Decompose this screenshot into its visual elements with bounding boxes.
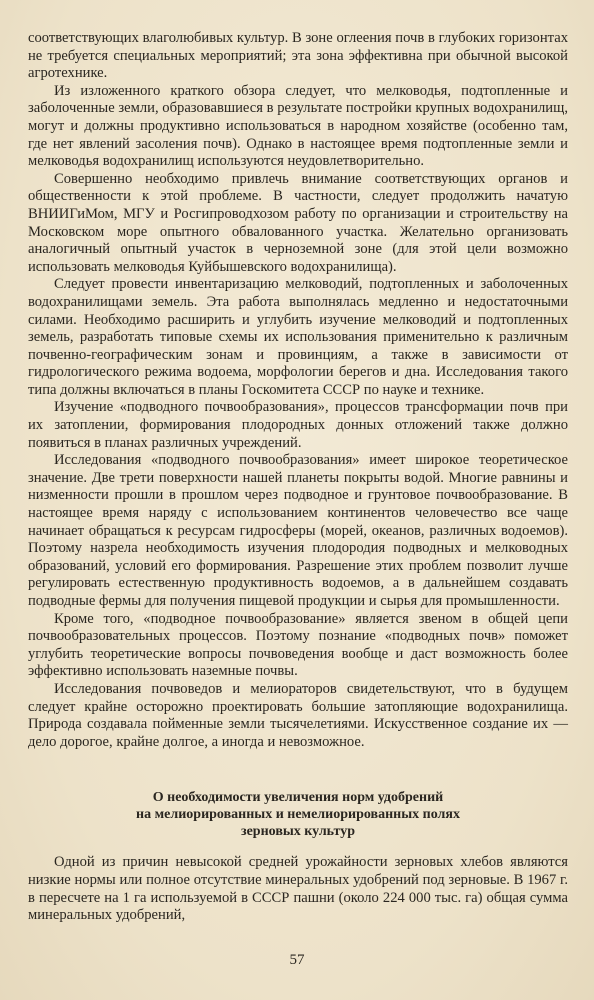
paragraph: Совершенно необходимо привлечь внимание соответствующих органов и общественности к этой проблеме. В частности, следует продолжить начатую ВНИИГиМом, МГУ и Росгипроводхозом работу по организации и строительству на Московском море опытного обвалованного участка. Желательно организовать аналогичный опытный участок в черноземной зоне (для этой цели возможно использовать мелководья Куйбышевского водохранилища).	[28, 170, 568, 275]
paragraph: Из изложенного краткого обзора следует, что мелководья, подтопленные и заболоченные земли, образовавшиеся в результате постройки крупных водохранилищ, могут и должны продуктивно использоваться в народном хозяйстве (особенно там, где нет явлений засоления почв). Однако в настоящее время подтопленные земли и мелководья водохранилищ используются неудовлетворительно.	[28, 82, 568, 170]
paragraph: Следует провести инвентаризацию мелководий, подтопленных и заболоченных водохранилищами земель. Эта работа выполнялась медленно и недостаточными силами. Необходимо расширить и углубить изучение мелководий и подтопленных земель, разработать типовые схемы их использования применительно к различным почвенно-географическим зонам и провинциям, а также в зависимости от гидрологического режима водоема, морфологии берегов и дна. Исследования такого типа должны включаться в планы Госкомитета СССР по науке и технике.	[28, 276, 568, 398]
paragraph: Исследования почвоведов и мелиораторов свидетельствуют, что в будущем следует крайне осторожно проектировать большие затопляющие водохранилища. Природа создавала пойменные земли тысячелетиями. Искусственное создание их — дело дорогое, крайне долгое, а иногда и невозможное.	[28, 680, 568, 750]
section-heading-line: О необходимости увеличения норм удобрений	[152, 790, 444, 806]
section-paragraph: Одной из причин невысокой средней урожайности зерновых хлебов являются низкие нормы или полное отсутствие минеральных удобрений под зерновые. В 1967 г. в пересчете на 1 га используемой в СССР пашни (около 224 000 тыс. га) общая сумма минеральных удобрений,	[28, 854, 568, 924]
paragraph: Исследования «подводного почвообразования» имеет широкое теоретическое значение. Две трети поверхности нашей планеты покрыты водой. Многие равнины и низменности прошли в прошлом через подводное и грунтовое почвообразование. В настоящее время наряду с использованием континентов человечество все чаще начинает обращаться к ресурсам гидросферы (морей, океанов, различных водоемов). Поэтому назрела необходимость изучения плодородия подводных и мелководных образований, условий его формирования. Разрешение этих проблем позволит лучше регулировать естественную продуктивность водоемов, а в дальнейшем создавать подводные фермы для получения пищевой продукции и сырья для промышленности.	[28, 452, 568, 609]
paragraph: Кроме того, «подводное почвообразование» является звеном в общей цепи почвообразовательных процессов. Поэтому познание «подводных почв» поможет углубить теоретические вопросы почвоведения вообще и даст возможность более эффективно использовать наземные почвы.	[28, 610, 568, 680]
section-heading-line: на мелиорированных и немелиорированных полях	[136, 807, 460, 823]
paragraph-continuation: соответствующих влаголюбивых культур. В зоне оглеения почв в глубоких горизонтах не требуется специальных мероприятий; эта зона эффективна при обычной высокой агротехнике.	[28, 30, 568, 82]
section-heading-line: зерновых культур	[240, 824, 356, 840]
page-number: 57	[289, 952, 305, 968]
paragraph: Изучение «подводного почвообразования», процессов трансформации почв при их затоплении, формирования плодородных донных отложений также должно появиться в планах различных учреждений.	[28, 399, 568, 451]
section-heading	[28, 789, 568, 840]
body-text	[28, 30, 568, 925]
